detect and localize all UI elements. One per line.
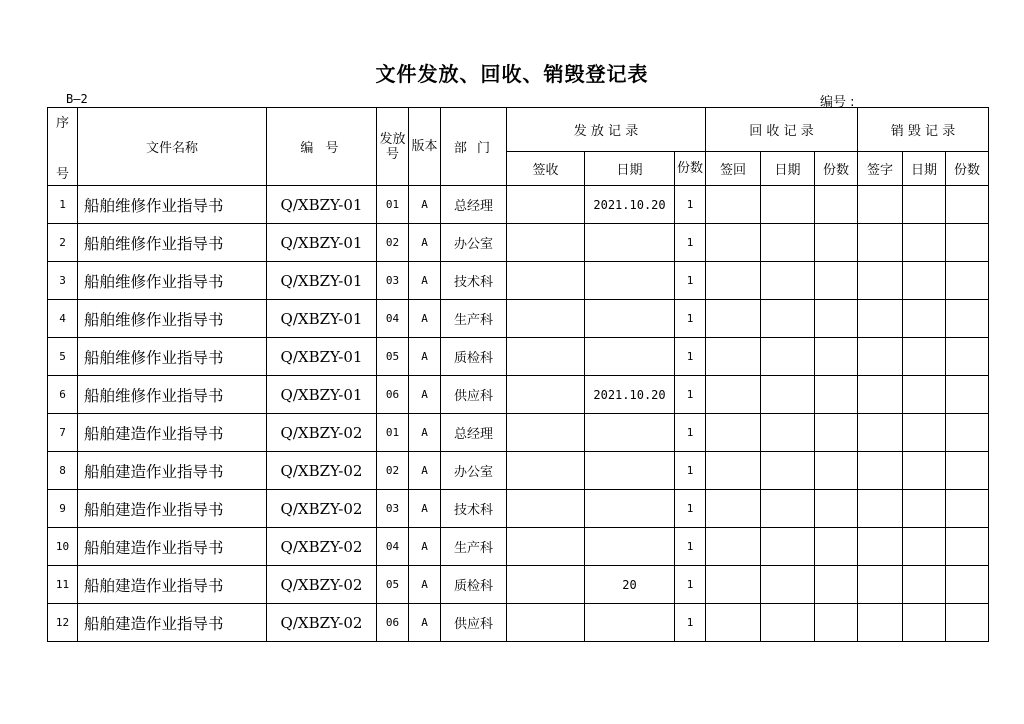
row-issue-date: 2021.10.20 <box>585 376 675 414</box>
row-doc-name: 船舶建造作业指导书 <box>78 490 267 528</box>
header-recall-copies: 份数 <box>815 152 858 186</box>
header-issue-no: 发放号 <box>377 108 409 186</box>
row-issue-no: 01 <box>377 414 409 452</box>
row-issue-no: 05 <box>377 566 409 604</box>
row-recall-date <box>761 186 815 224</box>
row-doc-code: Q/XBZY-01 <box>267 262 377 300</box>
row-recall-sign <box>706 376 761 414</box>
row-recall-sign <box>706 262 761 300</box>
row-doc-name: 船舶维修作业指导书 <box>78 224 267 262</box>
row-seq: 12 <box>48 604 78 642</box>
table-row <box>48 414 989 452</box>
row-destroy-sign <box>858 262 903 300</box>
row-department: 办公室 <box>441 224 507 262</box>
table-row <box>48 566 989 604</box>
row-recall-date <box>761 262 815 300</box>
header-seq: 序 号 <box>48 108 78 186</box>
row-version: A <box>409 414 441 452</box>
row-doc-code: Q/XBZY-02 <box>267 528 377 566</box>
row-doc-code: Q/XBZY-01 <box>267 300 377 338</box>
row-doc-code: Q/XBZY-02 <box>267 414 377 452</box>
row-issue-sign <box>507 528 585 566</box>
row-issue-no: 02 <box>377 224 409 262</box>
row-issue-no: 01 <box>377 186 409 224</box>
registration-table <box>47 107 989 642</box>
header-version: 版本 <box>409 108 441 186</box>
row-recall-sign <box>706 604 761 642</box>
row-issue-copies: 1 <box>675 490 706 528</box>
row-recall-copies <box>815 566 858 604</box>
row-doc-name: 船舶维修作业指导书 <box>78 376 267 414</box>
row-doc-name: 船舶建造作业指导书 <box>78 566 267 604</box>
row-issue-sign <box>507 490 585 528</box>
row-recall-copies <box>815 224 858 262</box>
row-destroy-date <box>903 186 946 224</box>
row-recall-date <box>761 414 815 452</box>
row-recall-sign <box>706 566 761 604</box>
table-row <box>48 262 989 300</box>
row-seq: 2 <box>48 224 78 262</box>
row-recall-date <box>761 452 815 490</box>
row-doc-code: Q/XBZY-01 <box>267 376 377 414</box>
row-issue-date <box>585 490 675 528</box>
row-department: 供应科 <box>441 604 507 642</box>
header-issue-sign: 签收 <box>507 152 585 186</box>
row-destroy-copies <box>946 528 989 566</box>
row-destroy-date <box>903 300 946 338</box>
row-issue-copies: 1 <box>675 262 706 300</box>
row-recall-copies <box>815 262 858 300</box>
row-issue-sign <box>507 566 585 604</box>
row-department: 办公室 <box>441 452 507 490</box>
row-department: 技术科 <box>441 262 507 300</box>
row-recall-date <box>761 566 815 604</box>
row-recall-copies <box>815 338 858 376</box>
table-row <box>48 528 989 566</box>
table-row <box>48 300 989 338</box>
row-issue-copies: 1 <box>675 300 706 338</box>
header-recall-date: 日期 <box>761 152 815 186</box>
row-issue-date <box>585 300 675 338</box>
row-version: A <box>409 262 441 300</box>
row-issue-sign <box>507 338 585 376</box>
row-destroy-sign <box>858 300 903 338</box>
row-seq: 7 <box>48 414 78 452</box>
row-issue-sign <box>507 262 585 300</box>
header-recall-sign: 签回 <box>706 152 761 186</box>
row-issue-no: 02 <box>377 452 409 490</box>
row-destroy-copies <box>946 376 989 414</box>
row-destroy-copies <box>946 490 989 528</box>
row-recall-sign <box>706 224 761 262</box>
row-destroy-date <box>903 452 946 490</box>
row-issue-copies: 1 <box>675 528 706 566</box>
row-issue-date <box>585 338 675 376</box>
row-issue-copies: 1 <box>675 452 706 490</box>
row-recall-copies <box>815 604 858 642</box>
row-seq: 8 <box>48 452 78 490</box>
row-issue-date <box>585 262 675 300</box>
row-doc-name: 船舶维修作业指导书 <box>78 262 267 300</box>
row-destroy-date <box>903 376 946 414</box>
row-recall-copies <box>815 528 858 566</box>
number-label: 编号 : <box>820 95 855 110</box>
table-row <box>48 186 989 224</box>
row-recall-date <box>761 376 815 414</box>
header-destroy-sign: 签字 <box>858 152 903 186</box>
row-issue-copies: 1 <box>675 186 706 224</box>
row-destroy-sign <box>858 414 903 452</box>
row-department: 技术科 <box>441 490 507 528</box>
row-destroy-copies <box>946 604 989 642</box>
row-issue-date <box>585 224 675 262</box>
header-destroy-record: 销 毁 记 录 <box>858 108 989 152</box>
row-destroy-copies <box>946 452 989 490</box>
row-doc-code: Q/XBZY-02 <box>267 604 377 642</box>
row-destroy-sign <box>858 528 903 566</box>
header-destroy-copies: 份数 <box>946 152 989 186</box>
row-department: 总经理 <box>441 414 507 452</box>
row-destroy-sign <box>858 566 903 604</box>
row-recall-copies <box>815 414 858 452</box>
row-issue-date: 2021.10.20 <box>585 186 675 224</box>
table-row <box>48 338 989 376</box>
row-version: A <box>409 300 441 338</box>
row-recall-date <box>761 338 815 376</box>
row-version: A <box>409 452 441 490</box>
row-destroy-date <box>903 262 946 300</box>
row-version: A <box>409 224 441 262</box>
row-destroy-copies <box>946 224 989 262</box>
page-title: 文件发放、回收、销毁登记表 <box>375 62 649 86</box>
row-doc-code: Q/XBZY-02 <box>267 566 377 604</box>
row-doc-name: 船舶建造作业指导书 <box>78 528 267 566</box>
header-issue-date: 日期 <box>585 152 675 186</box>
header-recall-record: 回 收 记 录 <box>706 108 858 152</box>
header-doc-code: 编 号 <box>267 108 377 186</box>
row-issue-copies: 1 <box>675 376 706 414</box>
row-issue-copies: 1 <box>675 604 706 642</box>
row-destroy-date <box>903 414 946 452</box>
row-destroy-copies <box>946 414 989 452</box>
row-destroy-copies <box>946 186 989 224</box>
row-destroy-copies <box>946 300 989 338</box>
row-issue-sign <box>507 604 585 642</box>
row-destroy-sign <box>858 490 903 528</box>
row-issue-copies: 1 <box>675 414 706 452</box>
row-doc-name: 船舶维修作业指导书 <box>78 300 267 338</box>
row-issue-sign <box>507 452 585 490</box>
row-destroy-copies <box>946 262 989 300</box>
row-destroy-copies <box>946 566 989 604</box>
row-issue-sign <box>507 376 585 414</box>
document-code: B—2 <box>66 92 88 106</box>
header-issue-record: 发 放 记 录 <box>507 108 706 152</box>
table-row <box>48 452 989 490</box>
row-doc-name: 船舶建造作业指导书 <box>78 604 267 642</box>
row-destroy-date <box>903 566 946 604</box>
row-recall-date <box>761 224 815 262</box>
row-seq: 11 <box>48 566 78 604</box>
row-destroy-date <box>903 224 946 262</box>
row-issue-no: 06 <box>377 376 409 414</box>
row-issue-date <box>585 414 675 452</box>
row-issue-sign <box>507 300 585 338</box>
row-destroy-sign <box>858 224 903 262</box>
row-doc-code: Q/XBZY-01 <box>267 186 377 224</box>
row-issue-no: 03 <box>377 490 409 528</box>
row-issue-date <box>585 452 675 490</box>
table-row <box>48 376 989 414</box>
row-issue-date: 20 <box>585 566 675 604</box>
row-recall-sign <box>706 452 761 490</box>
table-row <box>48 224 989 262</box>
table-row <box>48 490 989 528</box>
row-doc-name: 船舶建造作业指导书 <box>78 414 267 452</box>
row-issue-sign <box>507 224 585 262</box>
row-issue-date <box>585 604 675 642</box>
row-version: A <box>409 376 441 414</box>
header-issue-copies: 份数 <box>675 152 706 186</box>
row-seq: 10 <box>48 528 78 566</box>
row-department: 质检科 <box>441 338 507 376</box>
row-issue-no: 06 <box>377 604 409 642</box>
row-recall-copies <box>815 300 858 338</box>
row-recall-date <box>761 528 815 566</box>
row-destroy-sign <box>858 452 903 490</box>
row-department: 总经理 <box>441 186 507 224</box>
row-destroy-sign <box>858 604 903 642</box>
row-doc-code: Q/XBZY-02 <box>267 452 377 490</box>
row-issue-no: 03 <box>377 262 409 300</box>
row-version: A <box>409 338 441 376</box>
row-destroy-sign <box>858 186 903 224</box>
row-recall-sign <box>706 300 761 338</box>
row-recall-sign <box>706 338 761 376</box>
row-recall-sign <box>706 528 761 566</box>
row-issue-no: 04 <box>377 528 409 566</box>
row-issue-copies: 1 <box>675 338 706 376</box>
row-recall-sign <box>706 414 761 452</box>
header-doc-name: 文件名称 <box>78 108 267 186</box>
row-recall-sign <box>706 490 761 528</box>
row-issue-copies: 1 <box>675 566 706 604</box>
row-version: A <box>409 186 441 224</box>
row-doc-name: 船舶建造作业指导书 <box>78 452 267 490</box>
row-issue-no: 05 <box>377 338 409 376</box>
row-issue-sign <box>507 186 585 224</box>
row-version: A <box>409 604 441 642</box>
row-recall-copies <box>815 490 858 528</box>
row-destroy-date <box>903 528 946 566</box>
row-recall-date <box>761 490 815 528</box>
row-department: 供应科 <box>441 376 507 414</box>
row-destroy-date <box>903 604 946 642</box>
row-department: 生产科 <box>441 528 507 566</box>
row-doc-code: Q/XBZY-02 <box>267 490 377 528</box>
table-row <box>48 604 989 642</box>
row-department: 生产科 <box>441 300 507 338</box>
row-destroy-copies <box>946 338 989 376</box>
row-recall-copies <box>815 376 858 414</box>
row-recall-sign <box>706 186 761 224</box>
row-version: A <box>409 528 441 566</box>
row-destroy-date <box>903 490 946 528</box>
header-destroy-date: 日期 <box>903 152 946 186</box>
row-issue-no: 04 <box>377 300 409 338</box>
row-issue-copies: 1 <box>675 224 706 262</box>
row-destroy-sign <box>858 338 903 376</box>
row-destroy-sign <box>858 376 903 414</box>
header-department: 部 门 <box>441 108 507 186</box>
row-issue-date <box>585 528 675 566</box>
row-seq: 3 <box>48 262 78 300</box>
row-issue-sign <box>507 414 585 452</box>
row-doc-name: 船舶维修作业指导书 <box>78 186 267 224</box>
row-seq: 5 <box>48 338 78 376</box>
row-doc-code: Q/XBZY-01 <box>267 224 377 262</box>
row-doc-name: 船舶维修作业指导书 <box>78 338 267 376</box>
row-doc-code: Q/XBZY-01 <box>267 338 377 376</box>
row-recall-copies <box>815 186 858 224</box>
row-recall-date <box>761 604 815 642</box>
row-department: 质检科 <box>441 566 507 604</box>
row-seq: 1 <box>48 186 78 224</box>
row-destroy-date <box>903 338 946 376</box>
row-version: A <box>409 566 441 604</box>
row-recall-date <box>761 300 815 338</box>
table-body <box>48 186 989 642</box>
row-seq: 9 <box>48 490 78 528</box>
row-version: A <box>409 490 441 528</box>
row-seq: 4 <box>48 300 78 338</box>
row-recall-copies <box>815 452 858 490</box>
row-seq: 6 <box>48 376 78 414</box>
